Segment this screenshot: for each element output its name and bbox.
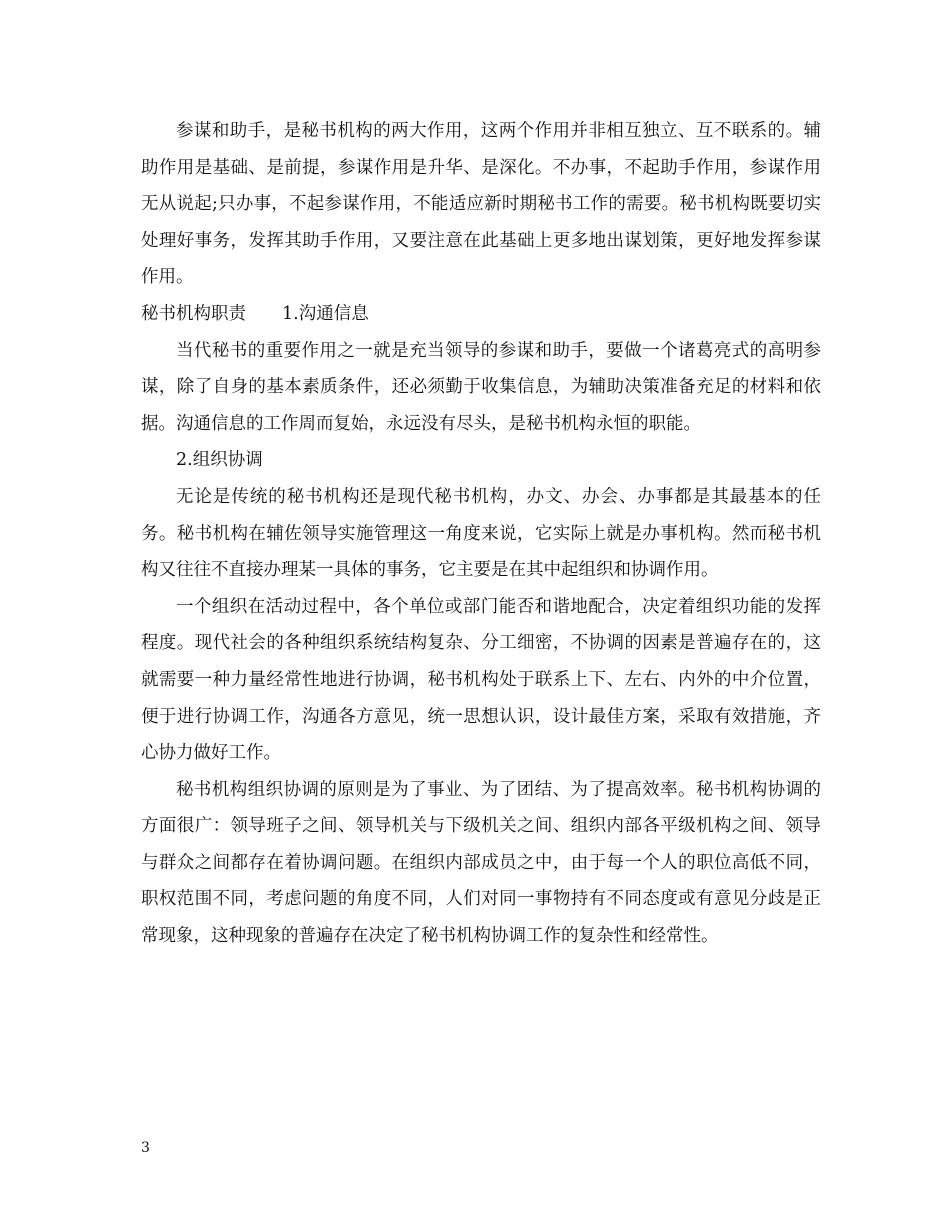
section-heading-line [141, 296, 821, 333]
paragraph: 参谋和助手，是秘书机构的两大作用，这两个作用并非相互独立、互不联系的。辅助作用是基础、是前提，参谋作用是升华、是深化。不办事，不起助手作用，参谋作用无从说起;只办事，不起参谋作用，不能适应新时期秘书工作的需要。秘书机构既要切实处理好事务，发挥其助手作用，又要注意在此基础上更多地出谋划策，更好地发挥参谋作用。 [141, 121, 821, 288]
paragraph: 一个组织在活动过程中，各个单位或部门能否和谐地配合，决定着组织功能的发挥程度。现代社会的各种组织系统结构复杂、分工细密，不协调的因素是普遍存在的，这就需要一种力量经常性地进行协调，秘书机构处于联系上下、左右、内外的中介位置，便于进行协调工作，沟通各方意见，统一思想认识，设计最佳方案，采取有效措施，齐心协力做好工作。 [141, 596, 821, 764]
paragraph: 秘书机构组织协调的原则是为了事业、为了团结、为了提高效率。秘书机构协调的方面很广：领导班子之间、领导机关与下级机关之间、组织内部各平级机构之间、领导与群众之间都存在着协调问题。在组织内部成员之中，由于每一个人的职位高低不同，职权范围不同，考虑问题的角度不同，人们对同一事物持有不同态度或有意见分歧是正常现象，这种现象的普遍存在决定了秘书机构协调工作的复杂性和经常性。 [141, 779, 821, 947]
subheading-organize-coordinate: 2.组织协调 [176, 450, 263, 471]
paragraph: 无论是传统的秘书机构还是现代秘书机构，办文、办会、办事都是其最基本的任务。秘书机构在辅佐领导实施管理这一角度来说，它实际上就是办事机构。然而秘书机构又往往不直接办理某一具体的事务，它主要是在其中起组织和协调作用。 [141, 486, 821, 581]
paragraph: 当代秘书的重要作用之一就是充当领导的参谋和助手，要做一个诸葛亮式的高明参谋，除了自身的基本素质条件，还必须勤于收集信息，为辅助决策准备充足的材料和依据。沟通信息的工作周而复始，永远没有尽头，是秘书机构永恒的职能。 [141, 340, 821, 434]
section-title: 秘书机构职责 [141, 303, 246, 324]
subheading-communicate-info: 1.沟通信息 [282, 303, 369, 324]
document-body [141, 113, 821, 955]
page-number: 3 [141, 1140, 150, 1156]
